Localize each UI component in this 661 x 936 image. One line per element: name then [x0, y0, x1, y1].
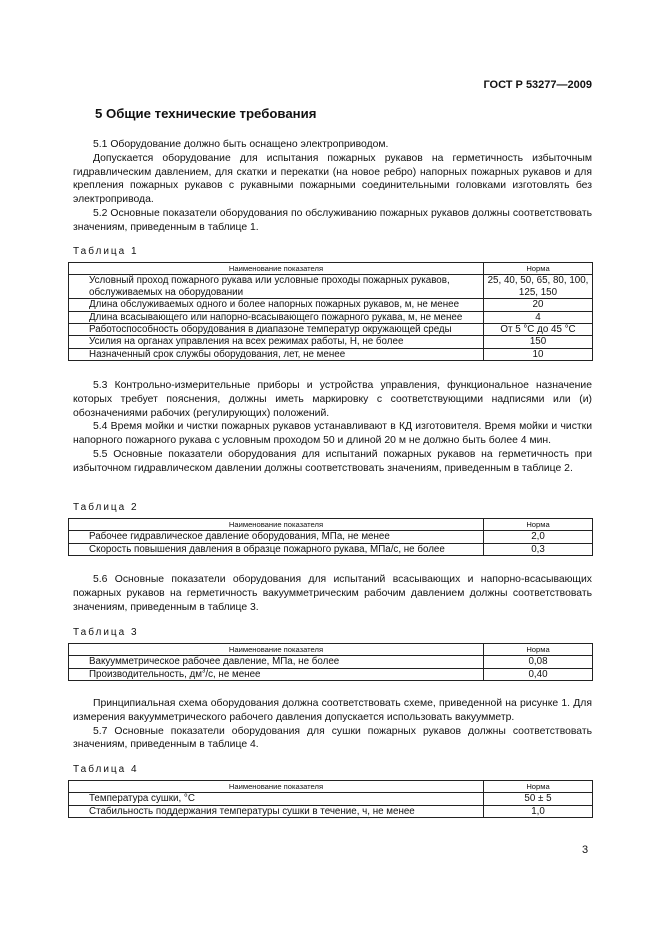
table-2-header-norm: Норма — [484, 519, 593, 531]
text-block-5-6 — [73, 573, 592, 614]
table-4-header-norm: Норма — [484, 781, 593, 793]
table-row — [69, 543, 593, 555]
table-cell: 0,40 — [484, 668, 593, 680]
table-4-caption: Таблица 4 — [73, 764, 139, 775]
table-row — [69, 656, 593, 668]
table-cell: 50 ± 5 — [484, 793, 593, 805]
table-1-header-name: Наименование показателя — [69, 263, 484, 275]
table-cell: 1,0 — [484, 805, 593, 817]
table-3-caption: Таблица 3 — [73, 627, 139, 638]
table-cell: 10 — [484, 348, 593, 360]
table-cell: Скорость повышения давления в образце пожарного рукава, МПа/с, не более — [69, 543, 484, 555]
page-number: 3 — [582, 844, 589, 856]
paragraph-5-1: 5.1 Оборудование должно быть оснащено электроприводом. — [93, 139, 389, 150]
section-title: 5 Общие технические требования — [95, 106, 317, 121]
table-2 — [68, 518, 593, 556]
table-cell — [69, 668, 484, 680]
cell-text: /с, не менее — [205, 668, 261, 680]
table-3-header-name: Наименование показателя — [69, 644, 484, 656]
table-row — [69, 311, 593, 323]
table-cell: Стабильность поддержания температуры сушки в течение, ч, не менее — [69, 805, 484, 817]
table-row — [69, 299, 593, 311]
table-cell: Усилия на органах управления на всех режимах работы, Н, не более — [69, 336, 484, 348]
text-block-bottom — [73, 697, 592, 752]
table-cell: Длина обслуживаемых одного и более напорных пожарных рукавов, м, не менее — [69, 299, 484, 311]
cell-superscript: 3 — [202, 668, 206, 675]
table-cell: От 5 °С до 45 °С — [484, 324, 593, 336]
paragraph-5-7: 5.7 Основные показатели оборудования для сушки пожарных рукавов должны соответствовать значениям, приведенным в таблице 4. — [73, 725, 592, 751]
table-cell: Температура сушки, °С — [69, 793, 484, 805]
table-3 — [68, 643, 593, 681]
table-cell: Рабочее гидравлическое давление оборудования, МПа, не менее — [69, 531, 484, 543]
table-cell: 150 — [484, 336, 593, 348]
table-4 — [68, 780, 593, 818]
table-2-caption: Таблица 2 — [73, 502, 139, 513]
table-cell: Назначенный срок службы оборудования, лет, не менее — [69, 348, 484, 360]
table-2-header-name: Наименование показателя — [69, 519, 484, 531]
table-cell: Условный проход пожарного рукава или условные проходы пожарных рукавов, обслуживаемых на оборудовании — [69, 275, 484, 299]
table-row — [69, 336, 593, 348]
table-1-caption: Таблица 1 — [73, 246, 139, 257]
table-cell: 0,08 — [484, 656, 593, 668]
table-3-header-norm: Норма — [484, 644, 593, 656]
table-cell: 0,3 — [484, 543, 593, 555]
paragraph-5-1-allowance: Допускается оборудование для испытания пожарных рукавов на герметичность избыточным гидравлическим давлением, для скатки и перекатки (на новое ребро) напорных пожарных рукавов и для крепления пожарных рукавов с рукавными пожарными соединительными головками изготовлять без электропривода. — [73, 152, 592, 206]
paragraph-5-6: 5.6 Основные показатели оборудования для испытаний всасывающих и напорно-всасывающих пожарных рукавов на герметичность вакуумметрическим рабочим давлением должны соответствовать значениям, приведенным в таблице 3. — [73, 574, 592, 613]
table-cell: Длина всасывающего или напорно-всасывающего пожарного рукава, м, не менее — [69, 311, 484, 323]
table-row — [69, 348, 593, 360]
text-block-intro — [73, 138, 592, 235]
cell-text: Производительность, дм — [89, 668, 202, 680]
table-row — [69, 793, 593, 805]
standard-header: ГОСТ Р 53277—2009 — [483, 79, 592, 91]
text-block-middle — [73, 379, 592, 476]
paragraph-5-3: 5.3 Контрольно-измерительные приборы и устройства управления, функциональное назначение которых требует пояснения, должны иметь маркировку с соответствующими надписями или (и) обозначениями рабочих (регулирующих) положений. — [73, 380, 592, 419]
paragraph-5-4: 5.4 Время мойки и чистки пожарных рукавов устанавливают в КД изготовителя. Время мойки и чистки напорного пожарного рукава с условным проходом 50 и длиной 20 м не должно быть более 4 мин. — [73, 421, 592, 447]
table-cell: Вакуумметрическое рабочее давление, МПа, не более — [69, 656, 484, 668]
table-cell: 4 — [484, 311, 593, 323]
table-1-header-norm: Норма — [484, 263, 593, 275]
table-row — [69, 805, 593, 817]
table-cell: 2,0 — [484, 531, 593, 543]
table-4-header-name: Наименование показателя — [69, 781, 484, 793]
table-row — [69, 531, 593, 543]
table-cell: 20 — [484, 299, 593, 311]
table-row — [69, 275, 593, 299]
table-1 — [68, 262, 593, 361]
table-row — [69, 668, 593, 680]
table-row — [69, 324, 593, 336]
table-cell: 25, 40, 50, 65, 80, 100, 125, 150 — [484, 275, 593, 299]
paragraph-scheme: Принципиальная схема оборудования должна соответствовать схеме, приведенной на рисунке 1. Для измерения вакуумметрического рабочего давления допускается использовать вакуумметр. — [73, 698, 592, 723]
paragraph-5-5: 5.5 Основные показатели оборудования для испытаний пожарных рукавов на герметичность при избыточном гидравлическом давлении должны соответствовать значениям, приведенным в таблице 2. — [73, 448, 592, 474]
paragraph-5-2: 5.2 Основные показатели оборудования по обслуживанию пожарных рукавов должны соответствовать значениям, приведенным в таблице 1. — [73, 207, 592, 233]
table-cell: Работоспособность оборудования в диапазоне температур окружающей среды — [69, 324, 484, 336]
